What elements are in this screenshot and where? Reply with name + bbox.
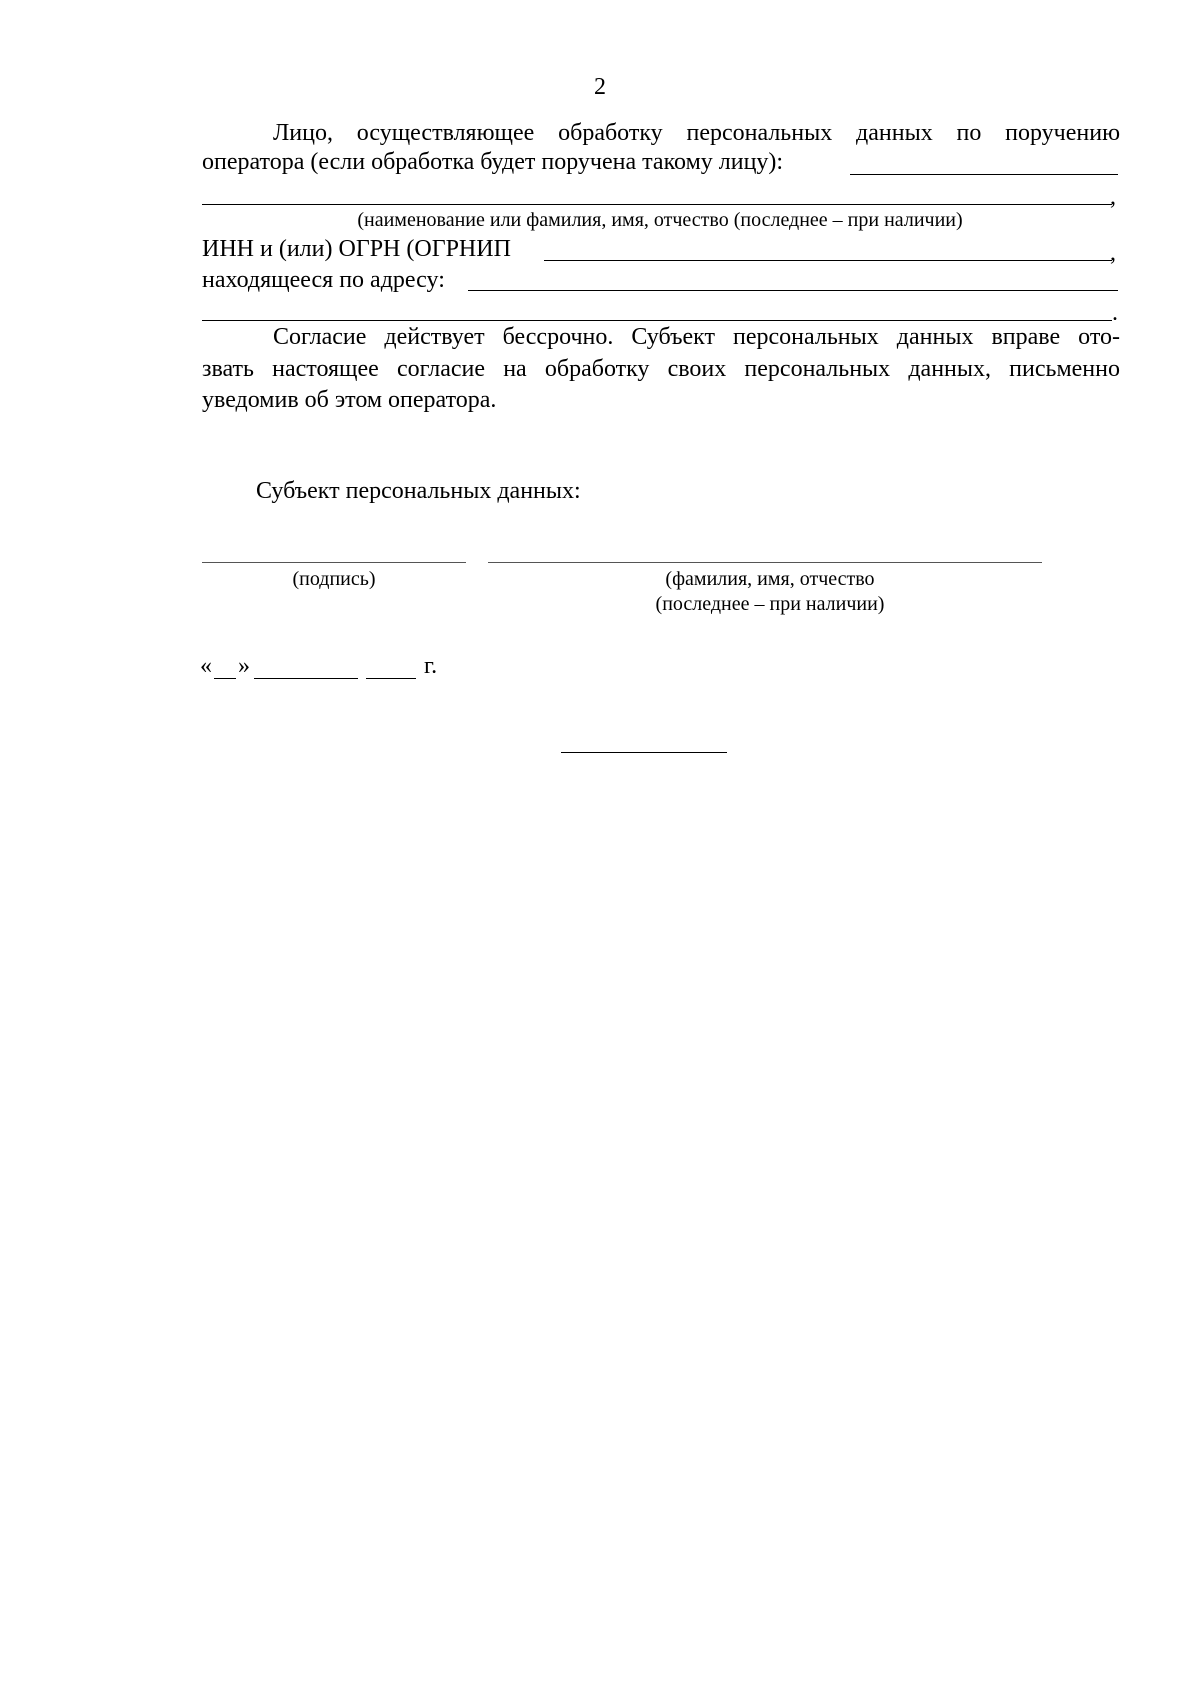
name-field-caption: (наименование или фамилия, имя, отчество (последнее – при наличии) [357, 209, 963, 231]
date-year-suffix: г. [424, 653, 438, 679]
closing-separator [561, 752, 727, 753]
date-year-field[interactable] [366, 678, 416, 679]
consent-text-line-2: звать настоящее согласие на обработку своих персональных данных, письменно [202, 356, 1120, 382]
full-name-caption-line-2: (последнее – при наличии) [655, 593, 885, 615]
date-month-field[interactable] [254, 678, 358, 679]
processor-name-field[interactable] [850, 174, 1118, 175]
address-field-continued[interactable] [202, 320, 1112, 321]
inn-ogrn-label: ИНН и (или) ОГРН (ОГРНИП [202, 236, 511, 262]
processor-text-line-1: Лицо, осуществляющее обработку персональных данных по поручению [273, 120, 1120, 146]
comma-after-inn: , [1110, 240, 1116, 266]
processor-text-line-2: оператора (если обработка будет поручена такому лицу): [202, 149, 784, 175]
signature-field[interactable] [202, 562, 466, 563]
signature-caption: (подпись) [292, 568, 376, 590]
consent-text-line-3: уведомив об этом оператора. [202, 387, 497, 413]
address-field[interactable] [468, 290, 1118, 291]
date-close-quote: » [238, 653, 250, 679]
page-number: 2 [594, 74, 606, 100]
full-name-caption-line-1: (фамилия, имя, отчество [665, 568, 875, 590]
date-day-field[interactable] [214, 678, 236, 679]
inn-ogrn-field[interactable] [544, 260, 1112, 261]
address-label: находящееся по адресу: [202, 267, 445, 293]
full-name-field[interactable] [488, 562, 1042, 563]
processor-name-field-continued[interactable] [202, 204, 1112, 205]
subject-label: Субъект персональных данных: [256, 478, 581, 504]
date-open-quote: « [200, 653, 212, 679]
consent-text-line-1: Согласие действует бессрочно. Субъект персональных данных вправе ото- [273, 324, 1120, 350]
period-after-address: . [1112, 300, 1118, 326]
comma-after-name: , [1110, 184, 1116, 210]
